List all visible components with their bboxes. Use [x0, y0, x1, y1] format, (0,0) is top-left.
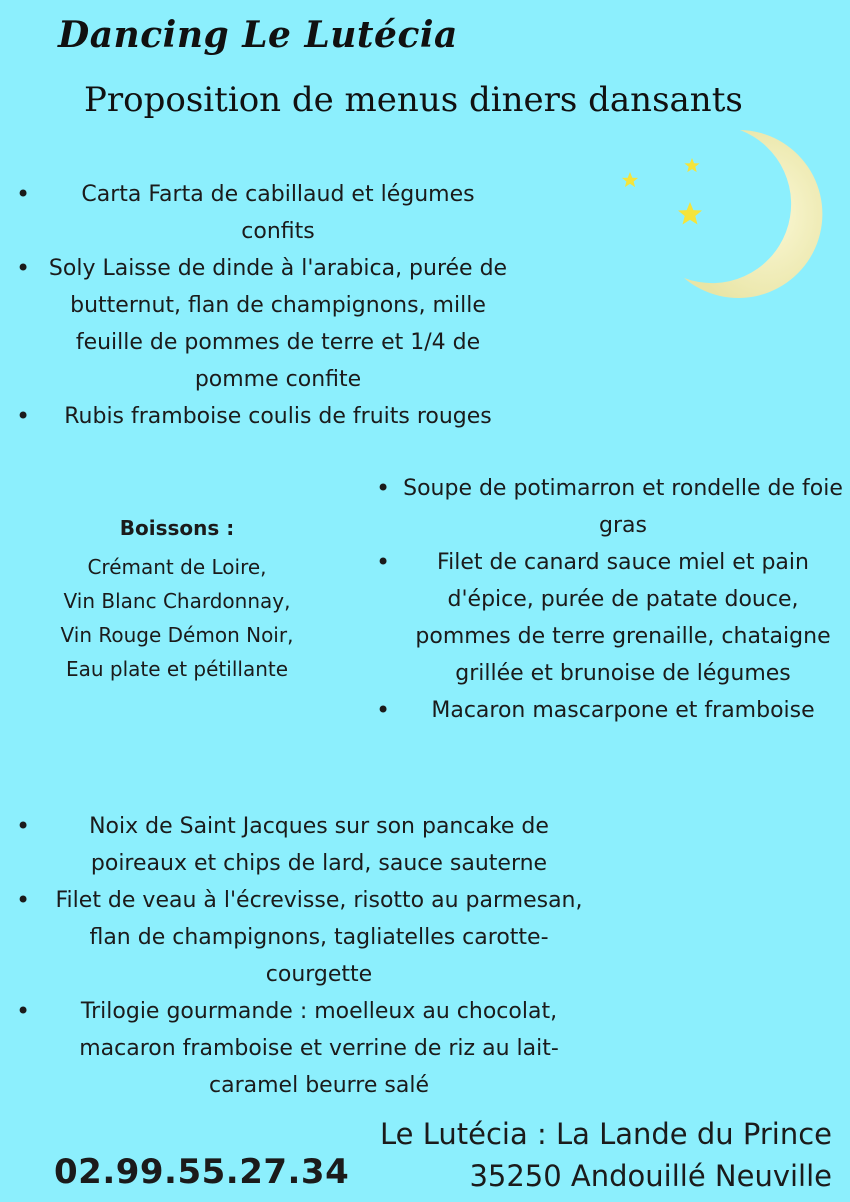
drink-item: Vin Blanc Chardonnay, — [63, 589, 291, 613]
moon-icon — [684, 130, 822, 298]
menu-item: • Filet de canard sauce miel et pain d'épice, purée de patate douce, pommes de terre grenaille, chataigne grillée et brunoise de légumes — [374, 544, 844, 692]
star-icon — [678, 202, 702, 225]
brand-title: Dancing Le Lutécia — [58, 14, 458, 56]
menu-item: • Soupe de potimarron et rondelle de foie gras — [374, 470, 844, 544]
menu-1-list — [14, 176, 514, 435]
address-line-1: Le Lutécia : La Lande du Prince — [380, 1117, 832, 1151]
menu-item: • Rubis framboise coulis de fruits rouges — [14, 398, 514, 435]
page-subtitle: Proposition de menus diners dansants — [84, 80, 743, 120]
menu-2-list — [374, 470, 844, 729]
menu-3-list — [14, 808, 596, 1104]
star-icon — [622, 172, 638, 187]
address-block — [380, 1114, 832, 1196]
drink-item: Vin Rouge Démon Noir, — [60, 623, 294, 647]
address-line-2: 35250 Andouillé Neuville — [469, 1159, 832, 1193]
menu-item: • Noix de Saint Jacques sur son pancake de poireaux et chips de lard, sauce sauterne — [14, 808, 596, 882]
drinks-section — [30, 512, 324, 686]
drink-item: Eau plate et pétillante — [65, 657, 289, 681]
moon-stars-illustration — [612, 128, 832, 308]
star-icon — [684, 158, 699, 172]
drink-item: Crémant de Loire, — [87, 555, 267, 579]
menu-item: • Carta Farta de cabillaud et légumes confits — [14, 176, 514, 250]
menu-item: • Filet de veau à l'écrevisse, risotto au parmesan, flan de champignons, tagliatelles carotte-courgette — [14, 882, 596, 993]
phone-number: 02.99.55.27.34 — [54, 1152, 350, 1192]
menu-item: • Trilogie gourmande : moelleux au chocolat, macaron framboise et verrine de riz au lait-caramel beurre salé — [14, 993, 596, 1104]
menu-item: • Macaron mascarpone et framboise — [374, 692, 844, 729]
drinks-title: Boissons : — [119, 516, 235, 540]
menu-item: • Soly Laisse de dinde à l'arabica, purée de butternut, flan de champignons, mille feuille de pommes de terre et 1/4 de pomme confite — [14, 250, 514, 398]
